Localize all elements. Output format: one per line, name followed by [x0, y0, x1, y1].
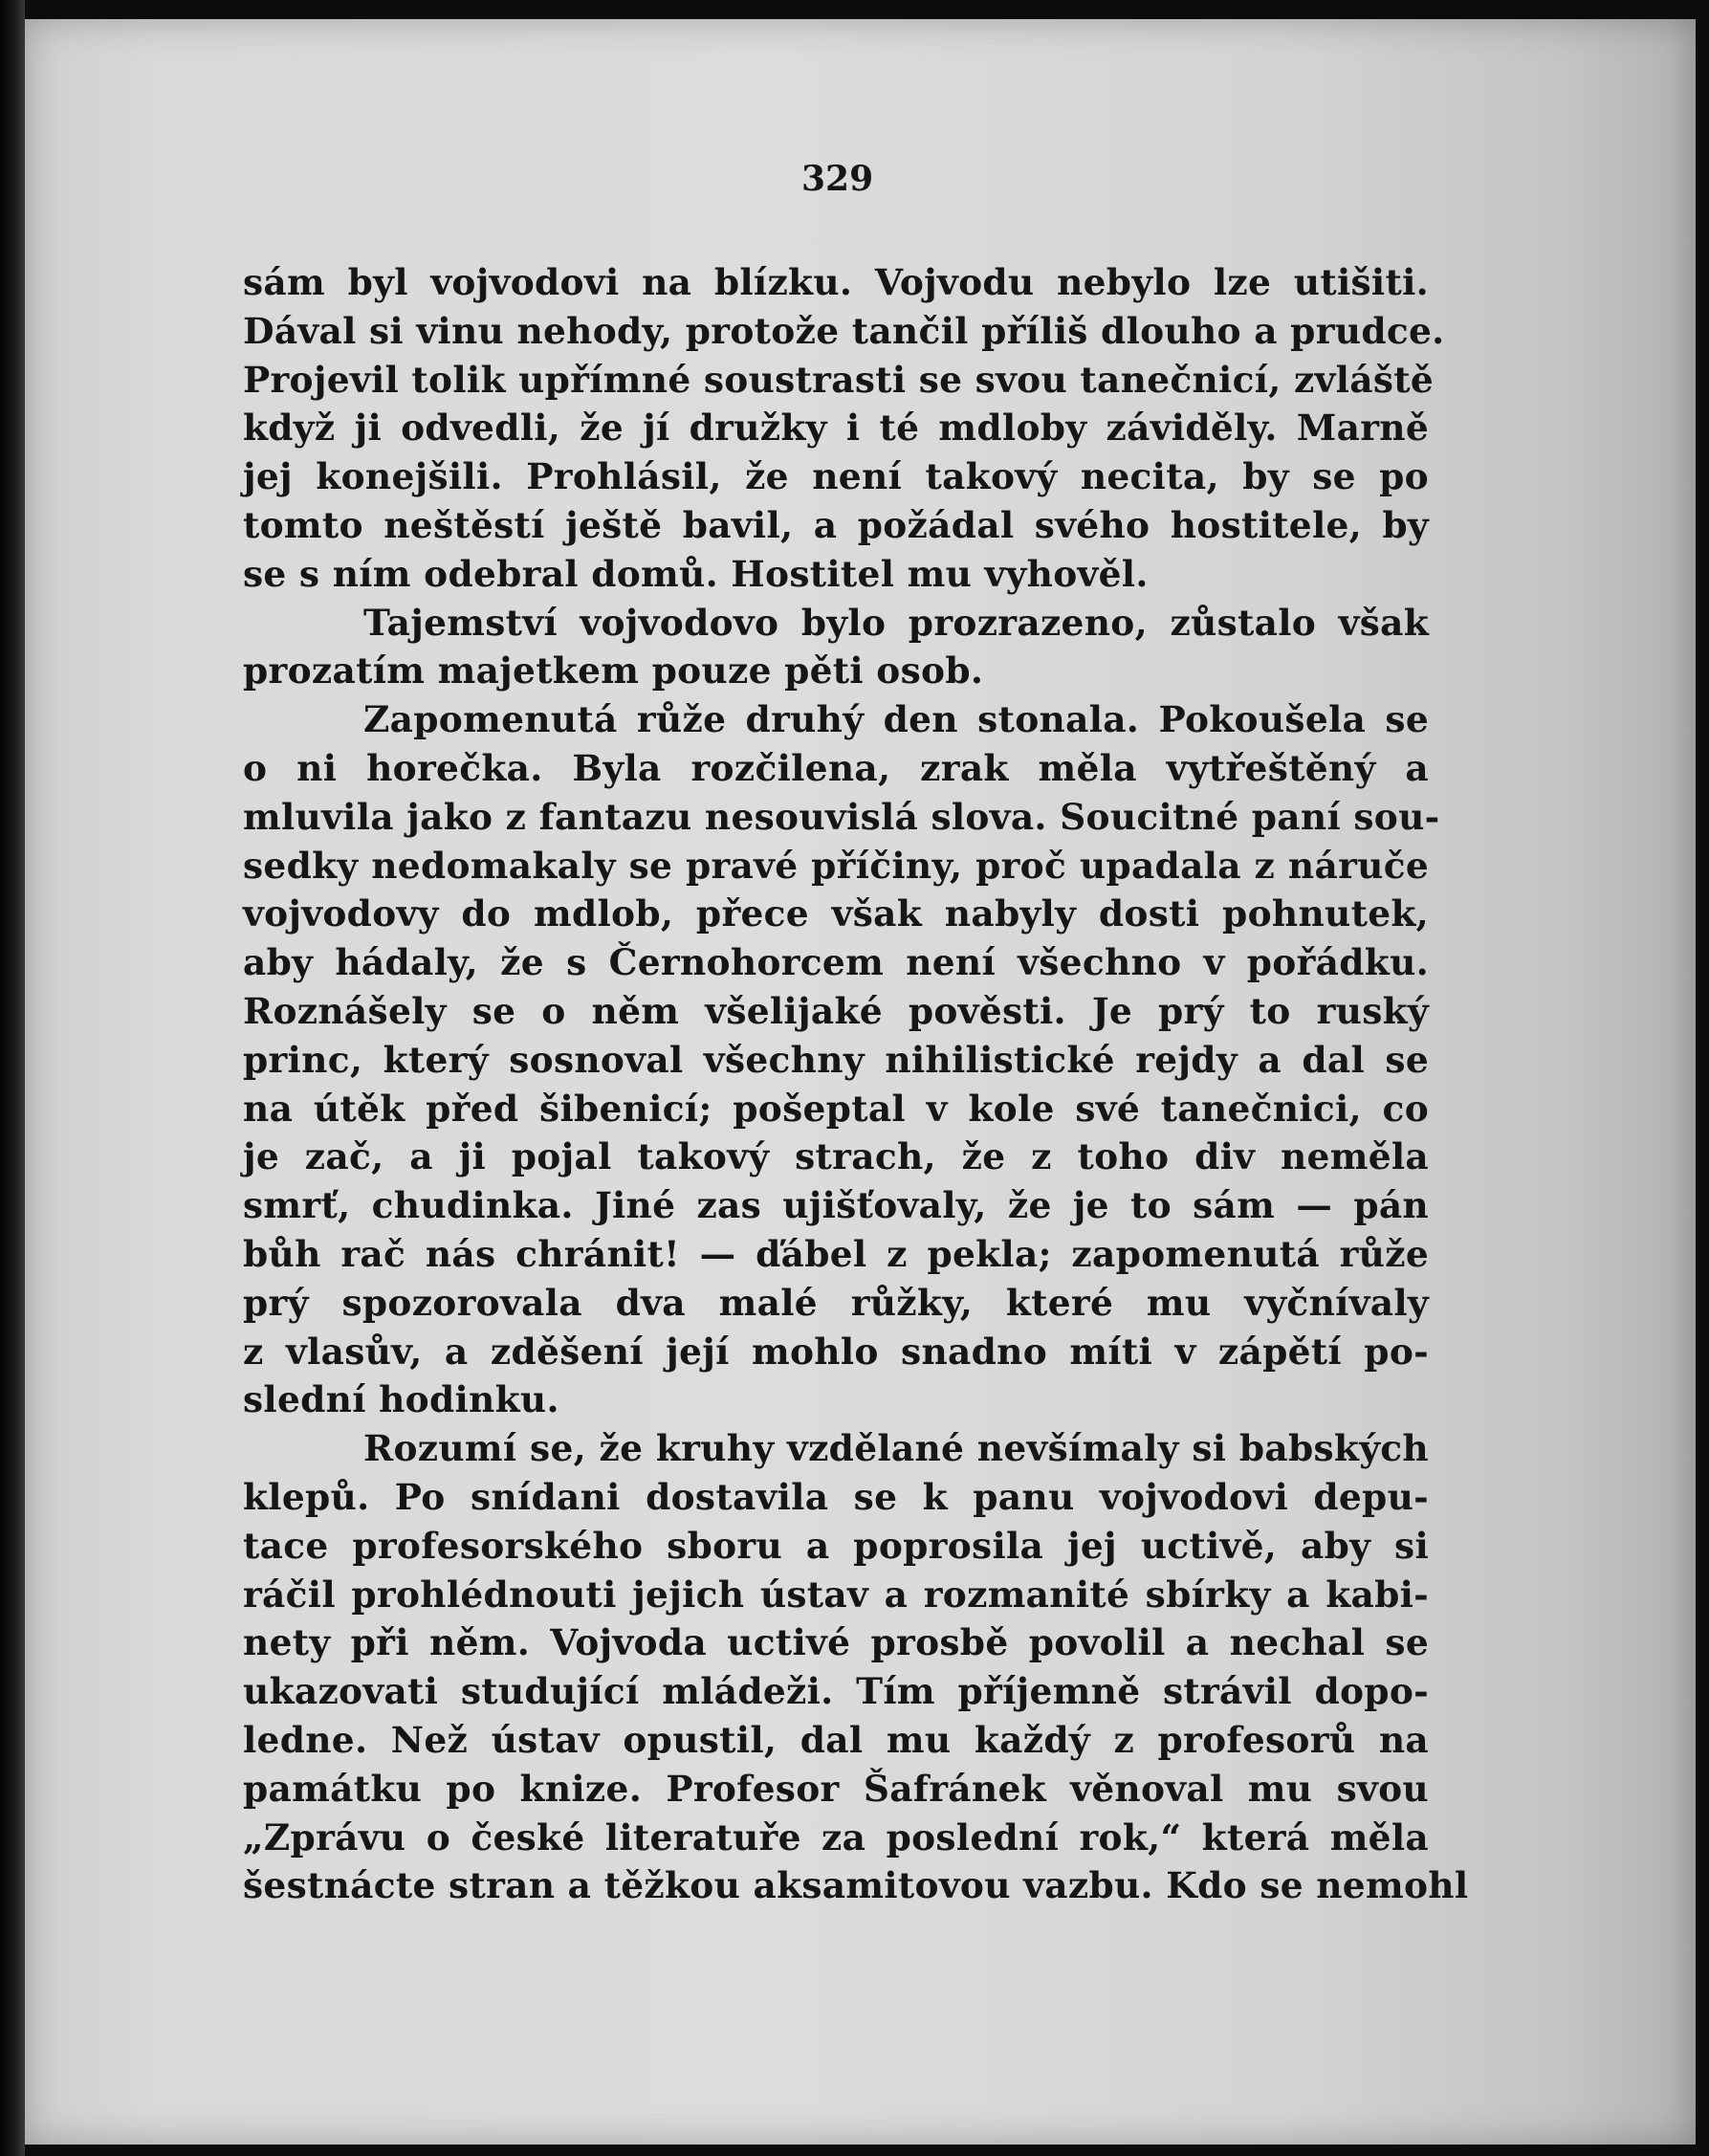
text-line: sedky nedomakaly se pravé příčiny, proč upadala z náruče: [243, 844, 1429, 887]
text-line: Projevil tolik upřímné soustrasti se svou tanečnicí, zvláště: [243, 358, 1435, 401]
text-line: Dával si vinu nehody, protože tančil příliš dlouho a prudce.: [243, 309, 1445, 352]
text-line: o ni horečka. Byla rozčilena, zrak měla vytřeštěný a: [243, 746, 1429, 789]
text-line: památku po knize. Profesor Šafránek věnoval mu svou: [243, 1767, 1429, 1810]
text-line: vojvodovy do mdlob, přece však nabyly dosti pohnutek,: [243, 892, 1429, 935]
body-text: [243, 258, 1469, 1910]
text-line: Roznášely se o něm všelijaké pověsti. Je prý to ruský: [243, 989, 1429, 1032]
text-line: mluvila jako z fantazu nesouvislá slova. Soucitné paní sou-: [243, 795, 1440, 838]
text-line: když ji odvedli, že jí družky i té mdloby záviděly. Marně: [243, 407, 1429, 450]
text-line: sám byl vojvodovi na blízku. Vojvodu nebylo lze utišiti.: [243, 261, 1429, 303]
text-line: princ, který sosnoval všechny nihilistické rejdy a dal se: [243, 1038, 1429, 1081]
text-line: nety při něm. Vojvoda uctivé prosbě povolil a nechal se: [243, 1621, 1429, 1664]
text-line: ráčil prohlédnouti jejich ústav a rozmanité sbírky a kabi-: [243, 1573, 1429, 1616]
text-line: na útěk před šibenicí; pošeptal v kole své tanečnici, co: [243, 1087, 1429, 1130]
text-line: „Zprávu o české literatuře za poslední rok,“ která měla: [243, 1815, 1429, 1859]
text-line: bůh rač nás chránit! — ďábel z pekla; zapomenutá růže: [243, 1232, 1429, 1275]
text-line: z vlasův, a zděšení její mohlo snadno míti v zápětí po-: [243, 1330, 1429, 1373]
text-line: jej konejšili. Prohlásil, že není takový necita, by se po: [243, 455, 1429, 498]
text-line: slední hodinku.: [243, 1378, 559, 1421]
text-line: tomto neštěstí ještě bavil, a požádal svého hostitele, by: [243, 503, 1429, 546]
text-line: aby hádaly, že s Černohorcem není všechno v pořádku.: [243, 941, 1429, 984]
text-line: prý spozorovala dva malé růžky, které mu vyčnívaly: [243, 1281, 1429, 1324]
text-line: ledne. Než ústav opustil, dal mu každý z profesorů na: [243, 1718, 1429, 1761]
text-line: klepů. Po snídani dostavila se k panu vojvodovi depu-: [243, 1475, 1429, 1518]
text-line: šestnácte stran a těžkou aksamitovou vazbu. Kdo se nemohl: [243, 1864, 1469, 1907]
text-line: ukazovati studující mládeži. Tím příjemně strávil dopo-: [243, 1670, 1429, 1713]
text-line: Rozumí se, že kruhy vzdělané nevšímaly si babských: [363, 1427, 1429, 1470]
book-gutter: [0, 0, 25, 2156]
page-number: 329: [801, 159, 874, 199]
text-line: se s ním odebral domů. Hostitel mu vyhověl.: [243, 552, 1149, 595]
text-line: Zapomenutá růže druhý den stonala. Pokoušela se: [363, 698, 1429, 741]
text-line: tace profesorského sboru a poprosila jej uctivě, aby si: [243, 1524, 1429, 1567]
text-line: prozatím majetkem pouze pěti osob.: [243, 649, 984, 693]
text-line: Tajemství vojvodovo bylo prozrazeno, zůstalo však: [363, 601, 1429, 644]
text-line: je zač, a ji pojal takový strach, že z toho div neměla: [243, 1135, 1429, 1178]
text-line: smrť, chudinka. Jiné zas ujišťovaly, že je to sám — pán: [243, 1184, 1429, 1227]
